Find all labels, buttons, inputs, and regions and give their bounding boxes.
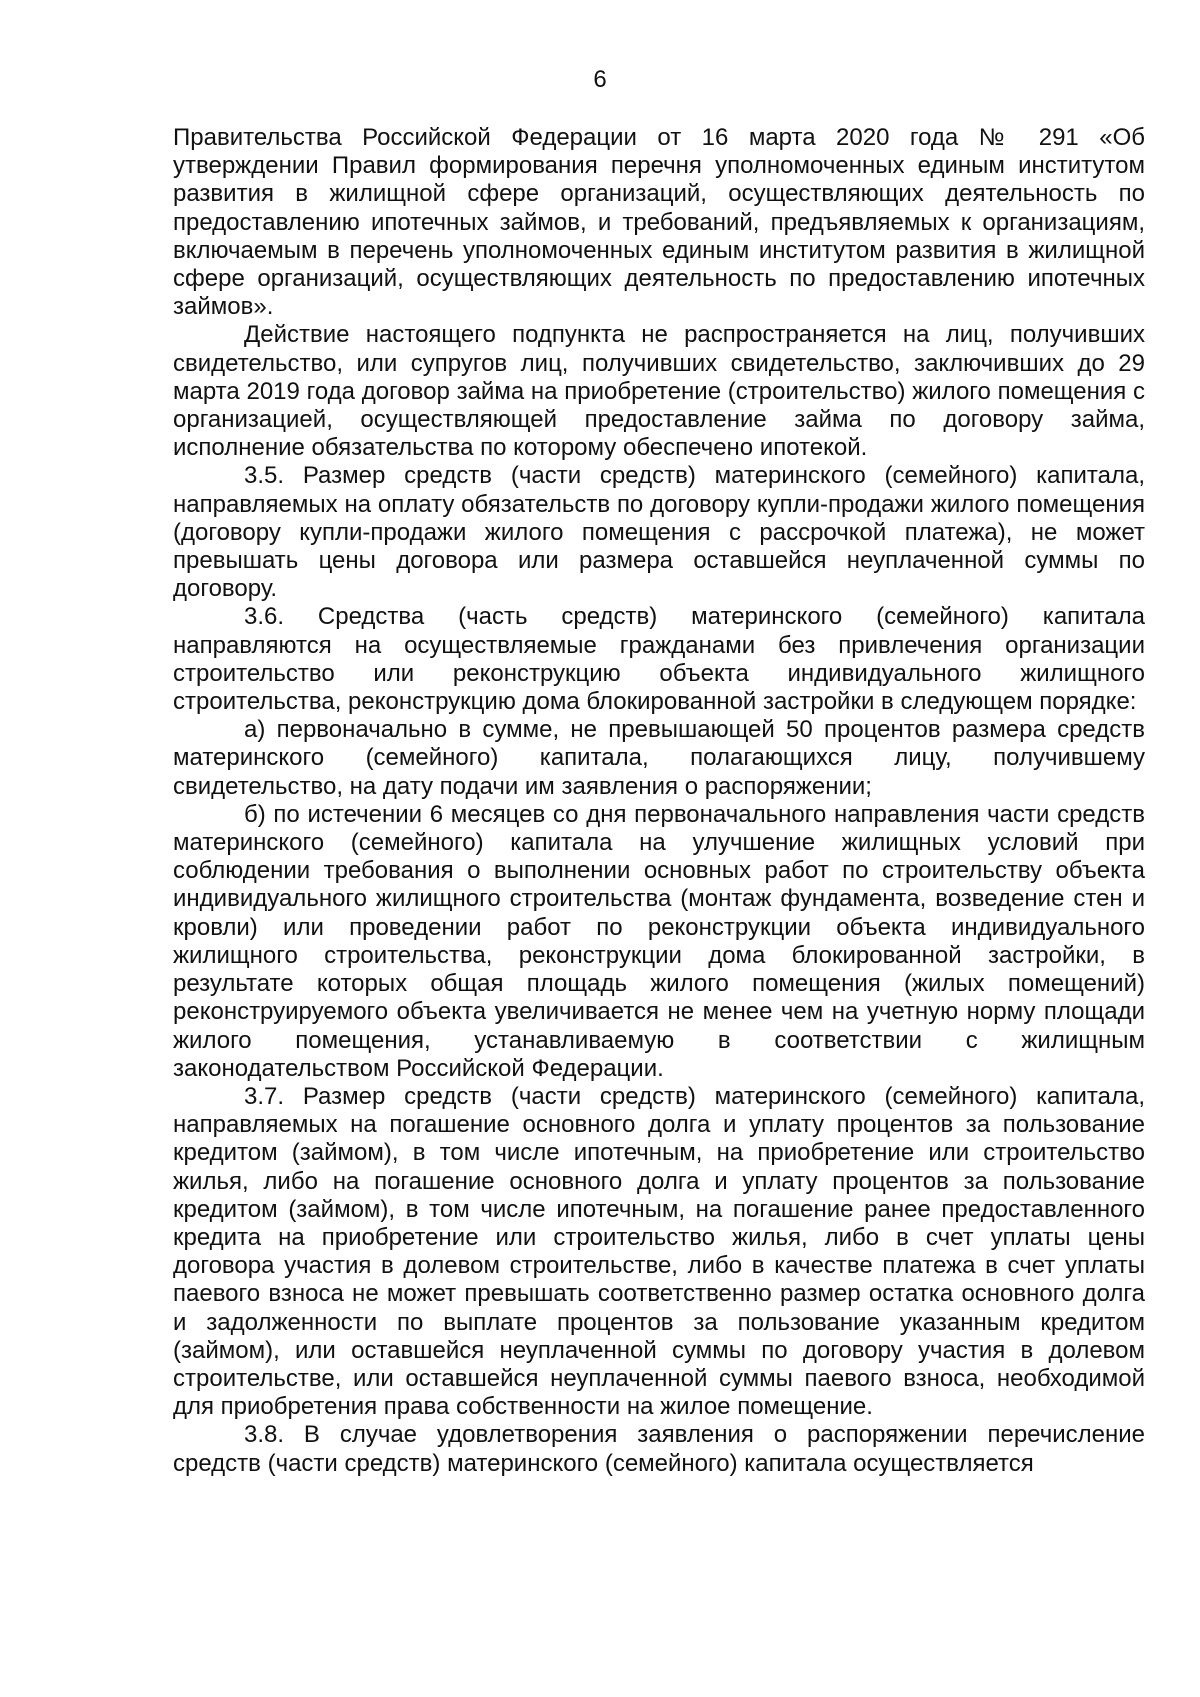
page-number: 6 [593,66,607,93]
paragraph-3-7: 3.7. Размер средств (части средств) материнского (семейного) капитала, направляемых на погашение основного долга и уплату процентов за пользование кредитом (займом), в том числе ипотечным, на приобретение или строительство жилья, либо на погашение основного долга и уплату процентов за пользование кредитом (займом), в том числе ипотечным, на погашение ранее предоставленного кредита на приобретение или строительство жилья, либо в счет уплаты цены договора участия в долевом строительстве, либо в качестве платежа в счет уплаты паевого взноса не может превышать соответственно размер остатка основного долга и задолженности по выплате процентов за пользование указанным кредитом (займом), или оставшейся неуплаченной суммы по договору участия в долевом строительстве, или оставшейся неуплаченной суммы паевого взноса, необходимой для приобретения права собственности на жилое помещение. [173,1082,1145,1421]
paragraph-3-5: 3.5. Размер средств (части средств) материнского (семейного) капитала, направляемых на оплату обязательств по договору купли-продажи жилого помещения (договору купли-продажи жилого помещения с рассрочкой платежа), не может превышать цены договора или размера оставшейся неуплаченной суммы по договору. [173,462,1145,603]
paragraph-3-6-b: б) по истечении 6 месяцев со дня первоначального направления части средств материнского (семейного) капитала на улучшение жилищных условий при соблюдении требования о выполнении основных работ по строительству объекта индивидуального жилищного строительства (монтаж фундамента, возведение стен и кровли) или проведении работ по реконструкции объекта индивидуального жилищного строительства, реконструкции дома блокированной застройки, в результате которых общая площадь жилого помещения (жилых помещений) реконструируемого объекта увеличивается не менее чем на учетную норму площади жилого помещения, устанавливаемую в соответствии с жилищным законодательством Российской Федерации. [173,800,1145,1082]
paragraph-3-6: 3.6. Средства (часть средств) материнского (семейного) капитала направляются на осуществляемые гражданами без привлечения организации строительство или реконструкцию объекта индивидуального жилищного строительства, реконструкцию дома блокированной застройки в следующем порядке: [173,603,1145,716]
paragraph-3-8: 3.8. В случае удовлетворения заявления о распоряжении перечисление средств (части средств) материнского (семейного) капитала осуществляется [173,1421,1145,1477]
paragraph-3-6-a: а) первоначально в сумме, не превышающей 50 процентов размера средств материнского (семейного) капитала, полагающихся лицу, получившему свидетельство, на дату подачи им заявления о распоряжении; [173,716,1145,800]
document-body [173,124,1145,1478]
paragraph-exception: Действие настоящего подпункта не распространяется на лиц, получивших свидетельство, или супругов лиц, получивших свидетельство, заключивших до 29 марта 2019 года договор займа на приобретение (строительство) жилого помещения с организацией, осуществляющей предоставление займа по договору займа, исполнение обязательства по которому обеспечено ипотекой. [173,321,1145,462]
paragraph-continuation: Правительства Российской Федерации от 16 марта 2020 года № 291 «Об утверждении Правил формирования перечня уполномоченных единым институтом развития в жилищной сфере организаций, осуществляющих деятельность по предоставлению ипотечных займов, и требований, предъявляемых к организациям, включаемым в перечень уполномоченных единым институтом развития в жилищной сфере организаций, осуществляющих деятельность по предоставлению ипотечных займов». [173,124,1145,321]
